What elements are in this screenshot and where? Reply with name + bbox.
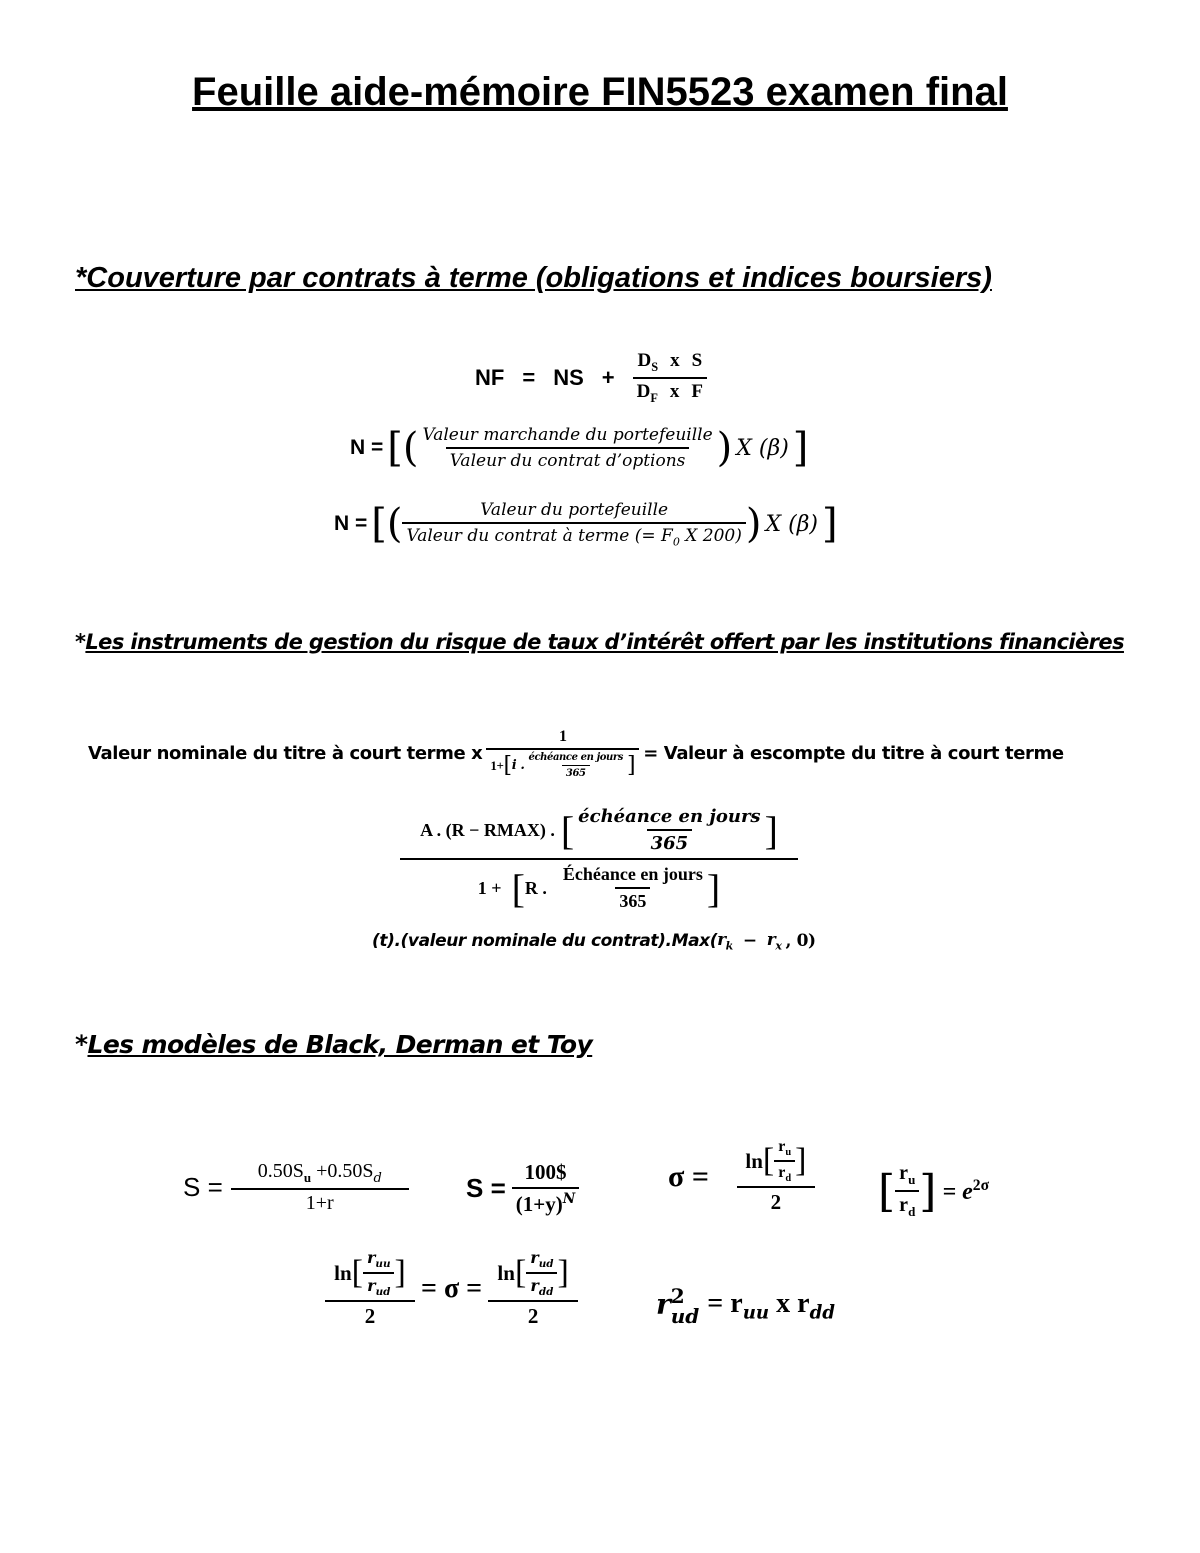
nf-fraction: $\frac{D_S x S}{D_F x F}$ (633, 350, 707, 406)
formula-n-terme: N = [( $\frac{\text{Valeur du portefeuille}}{Valeur du contrat à terme (= F_0 X 200)}$ ) X (β) ] (334, 500, 838, 549)
n-terme-tail: X (β) (765, 511, 818, 537)
formula-fra: A . (R − RMAX) . [ $\frac{\text{échéance en jours}}{365}$ ] 1 + [ R . $\frac{\text{Échéance en jours}}{365}$ ] (400, 806, 798, 912)
nf-plus: + (601, 364, 615, 390)
section-heading-couverture: *Couverture par contrats à terme (obligations et indices boursiers) (75, 262, 992, 294)
escompte-fraction: 1 1+ [ i . $\frac{\text{échéance en jours}}{365}$ ] (486, 728, 639, 779)
n-terme-lhs: N = (334, 512, 368, 536)
page-title: Feuille aide-mémoire FIN5523 examen final (192, 70, 1008, 114)
n-terme-fraction: $\frac{\text{Valeur du portefeuille}}{Valeur du contrat à terme (= F_0 X 200)}$ (402, 500, 745, 548)
formula-bdt-s1: S = $\frac{0.50S_u +0.50S_d}{1+r}$ (183, 1160, 409, 1215)
n-options-fraction: $\frac{\text{Valeur marchande du portefeuille}}{\text{Valeur du contrat d’options}}$ (422, 425, 713, 471)
escompte-lhs: Valeur nominale du titre à court terme x (88, 743, 483, 764)
formula-cap: (t).(valeur nominale du contrat).Max( $r_k$ − $r_x$ , 0) (372, 930, 816, 953)
section-heading-instruments: *Les instruments de gestion du risque de taux d’intérêt offert par les institutions financières (75, 630, 1124, 654)
nf-eq: = (522, 364, 536, 390)
formula-bdt-product: r 2 ud = $r_{uu}$ x $r_{dd}$ (656, 1284, 836, 1328)
nf-ns: NS (553, 364, 584, 390)
n-options-tail: X (β) (736, 435, 789, 461)
escompte-rhs: = Valeur à escompte du titre à court terme (643, 743, 1064, 764)
formula-bdt-sigma: σ = ln [ $\frac{r_u}{r_d}$ ] 2 (668, 1138, 815, 1215)
formula-bdt-ratio: [ $\frac{r_u}{r_d}$ ] = $e^{2\sigma}$ (878, 1162, 990, 1219)
n-options-lhs: N = (350, 436, 384, 459)
formula-escompte (88, 728, 1064, 779)
formula-nf (475, 350, 707, 406)
nf-lhs: NF (475, 364, 505, 390)
formula-bdt-sigma-equality: ln [ $\frac{r_{uu}}{r_{ud}}$ ] 2 = σ = ln [ $\frac{r_{ud}}{r_{dd}}$ ] 2 (325, 1248, 578, 1329)
formula-bdt-s2: S = $\frac{100\$}{(1+y)^N}$ (466, 1160, 579, 1217)
section-heading-bdt: *Les modèles de Black, Derman et Toy (75, 1030, 593, 1059)
formula-n-options: N = [( $\frac{\text{Valeur marchande du portefeuille}}{\text{Valeur du contrat d’options}}$ ) X (β) ] (350, 425, 809, 471)
